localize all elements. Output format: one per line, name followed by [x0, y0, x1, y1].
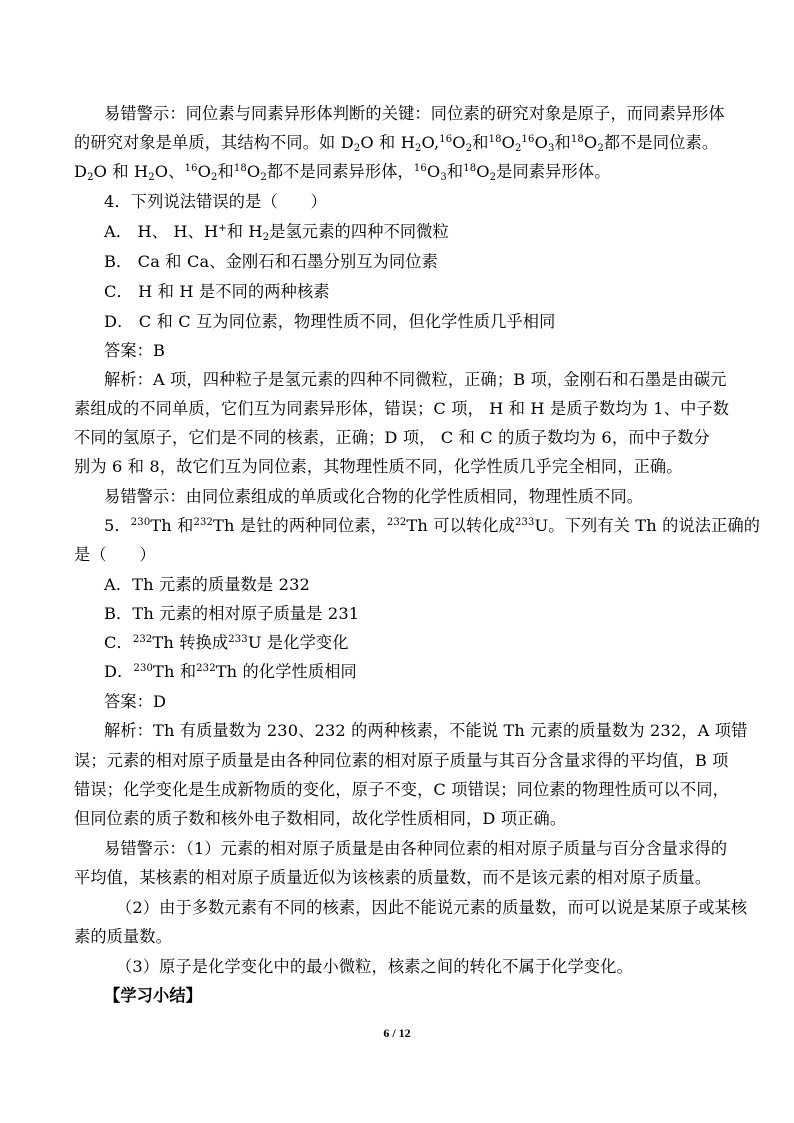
text-line: 易错警示：同位素与同素异形体判断的关键：同位素的研究对象是原子，而同素异形体	[104, 104, 725, 123]
analysis-line: 解析：Th 有质量数为 230、232 的两种核素，不能说 Th 元素的质量数为 232，A 项错	[104, 721, 748, 740]
text-line: $D_2O$ 和 $H_2O$、$^{16}O_2$和$^{18}O_2$都不是同素异形体，$^{16}O_3$和$^{18}O_2$是同素异形体。	[74, 162, 611, 183]
page-number: 6 / 12	[383, 1026, 411, 1040]
analysis-line: 素组成的不同单质，它们互为同素异形体，错误；C 项， H 和 H 是质子数均为 1、中子数	[74, 399, 730, 418]
analysis-line: 解析：A 项，四种粒子是氢元素的四种不同微粒，正确；B 项，金刚石和石墨是由碳元	[104, 370, 727, 389]
warning-line: （3）原子是化学变化中的最小微粒，核素之间的转化不属于化学变化。	[116, 957, 633, 976]
option-b: B．Th 元素的相对原子质量是 231	[104, 604, 360, 623]
warning-line: 素的质量数。	[74, 927, 173, 946]
analysis-line: 误；元素的相对原子质量是由各种同位素的相对原子质量与其百分含量求得的平均值，B 项	[74, 751, 729, 770]
question-stem-cont: 是（ ）	[74, 545, 156, 564]
option-a: A．Th 元素的质量数是 232	[104, 575, 310, 594]
answer: 答案：D	[104, 692, 167, 711]
warning-line: （2）由于多数元素有不同的核素，因此不能说元素的质量数，而可以说是某原子或某核	[116, 898, 748, 917]
section-heading: 【学习小结】	[104, 986, 203, 1005]
warning-line: 易错警示：（1）元素的相对原子质量是由各种同位素的相对原子质量与百分含量求得的	[104, 839, 728, 858]
option-a: A． H、 H、H+和 $H_2$是氢元素的四种不同微粒	[104, 222, 449, 243]
option-c: C． H 和 H 是不同的两种核素	[104, 282, 330, 301]
analysis-line: 别为 6 和 8，故它们互为同位素，其物理性质不同，化学性质几乎完全相同，正确。	[74, 457, 683, 476]
analysis-line: 不同的氢原子，它们是不同的核素，正确；D 项， C 和 C 的质子数均为 6，而中子数分	[74, 428, 710, 447]
option-b: B． Ca 和 Ca、金刚石和石墨分别互为同位素	[104, 252, 439, 271]
option-d: D．$^{230}$Th 和$^{232}$Th 的化学性质相同	[104, 662, 357, 681]
question-stem: 5．$^{230}$Th 和$^{232}$Th 是钍的两种同位素，$^{232}$Th 可以转化成$^{233}$U。下列有关 Th 的说法正确的	[104, 516, 761, 535]
option-d: D． C 和 C 互为同位素，物理性质不同，但化学性质几乎相同	[104, 312, 556, 331]
warning-line: 平均值，某核素的相对原子质量近似为该核素的质量数，而不是该元素的相对原子质量。	[74, 868, 712, 887]
answer: 答案：B	[104, 341, 166, 360]
analysis-line: 错误；化学变化是生成新物质的变化，原子不变，C 项错误；同位素的物理性质可以不同，	[74, 780, 729, 799]
text-line: 的研究对象是单质，其结构不同。如 $D_2O$ 和 $H_2O,^{16}O_2$和$^{18}O_2^{16}O_3$和$^{18}O_2$都不是同位素。	[74, 133, 719, 154]
warning-line: 易错警示：由同位素组成的单质或化合物的化学性质相同，物理性质不同。	[104, 487, 644, 506]
analysis-line: 但同位素的质子数和核外电子数相同，故化学性质相同，D 项正确。	[74, 809, 567, 828]
question-stem: 4．下列说法错误的是（ ）	[104, 192, 327, 211]
option-c: C．$^{232}$Th 转换成$^{233}$U 是化学变化	[104, 633, 349, 652]
